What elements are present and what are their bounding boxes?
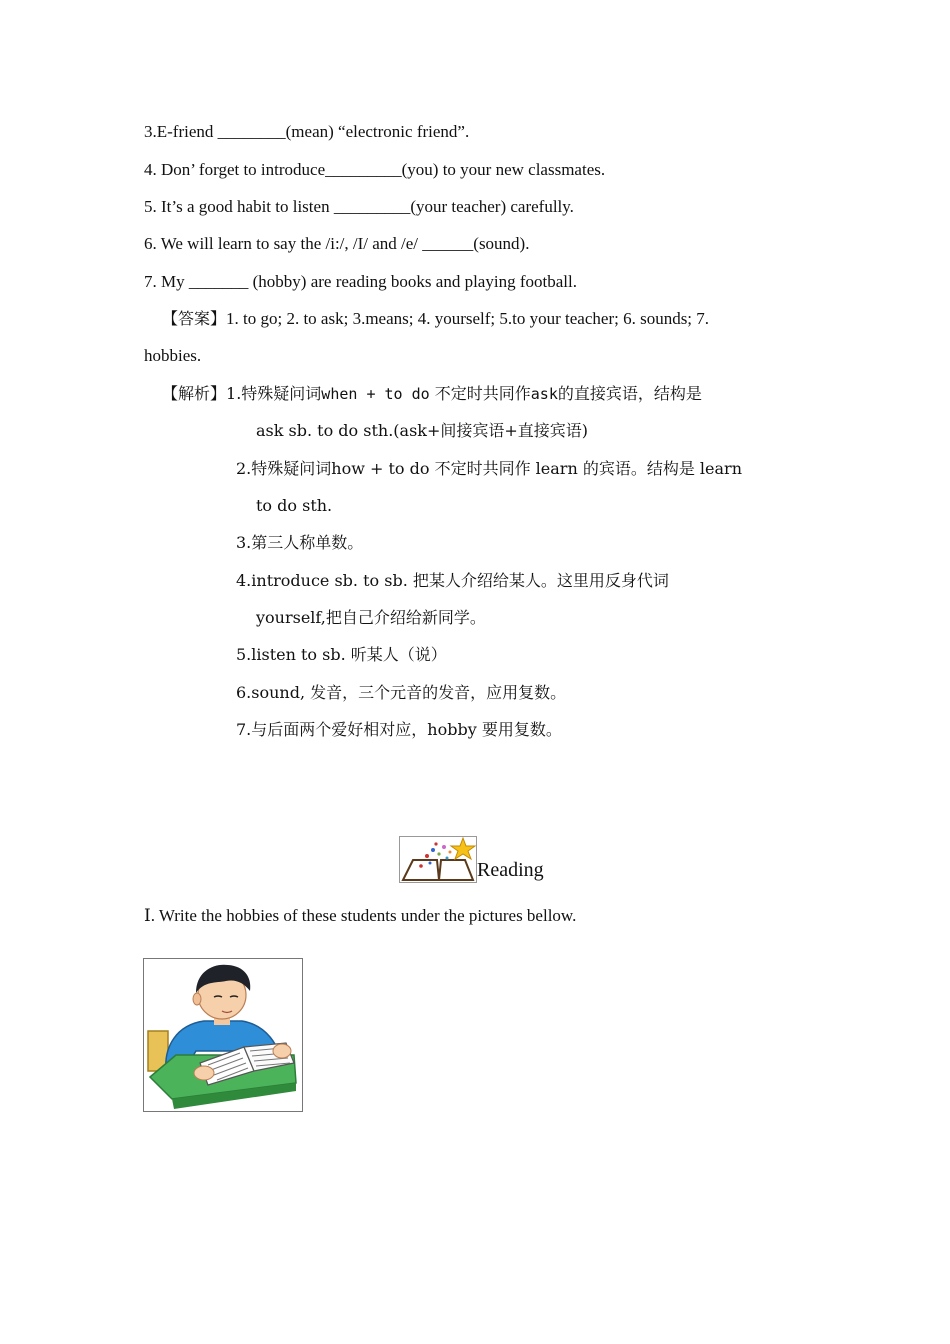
- boy-reading-picture: [143, 958, 303, 1112]
- analysis-item-1-cont: ask sb. to do sth.(ask+间接宾语+直接宾语): [256, 421, 589, 440]
- exercise-6: 6. We will learn to say the /i:/, /I/ and /e/ ______(sound).: [144, 234, 530, 253]
- analysis-label: 【解析】: [162, 384, 227, 403]
- analysis-num-7: 7.: [236, 720, 252, 739]
- analysis-code: when + to do: [321, 385, 430, 403]
- analysis-item-4: [236, 571, 669, 591]
- analysis-num-3: 3.: [236, 533, 252, 552]
- analysis-text: 与后面两个爱好相对应，hobby 要用复数。: [251, 720, 562, 739]
- answer-text-1: 1. to go; 2. to ask; 3.means; 4. yourself; 5.to your teacher; 6. sounds; 7.: [226, 309, 710, 328]
- analysis-num-1: 1.: [226, 384, 242, 403]
- analysis-item-2-cont: to do sth.: [256, 496, 333, 515]
- analysis-text: sound, 发音，三个元音的发音，应用复数。: [251, 683, 567, 702]
- analysis-text: listen to sb. 听某人（说）: [251, 645, 447, 664]
- analysis-text: 不定时共同作: [429, 384, 531, 403]
- analysis-item-1: [162, 384, 702, 404]
- analysis-text: 特殊疑问词: [241, 384, 322, 403]
- analysis-item-7: [236, 720, 562, 740]
- exercise-7: 7. My _______ (hobby) are reading books and playing football.: [144, 272, 577, 291]
- analysis-text: 特殊疑问词how + to do 不定时共同作 learn 的宾语。结构是 learn: [251, 459, 743, 478]
- reading-book-icon: [399, 836, 477, 883]
- analysis-num-2: 2.: [236, 459, 252, 478]
- answer-line-2: hobbies.: [144, 346, 202, 365]
- answer-line-1: [162, 309, 709, 329]
- exercise-5: 5. It’s a good habit to listen _________(your teacher) carefully.: [144, 197, 574, 216]
- analysis-text: 第三人称单数。: [251, 533, 364, 552]
- analysis-code: ask: [530, 385, 558, 403]
- analysis-num-4: 4.: [236, 571, 252, 590]
- reading-task-instruction: Ⅰ. Write the hobbies of these students under the pictures bellow.: [144, 906, 577, 925]
- exercise-4: 4. Don’ forget to introduce_________(you) to your new classmates.: [144, 160, 606, 179]
- analysis-text: 的直接宾语，结构是: [557, 384, 702, 403]
- exercise-3: 3.E-friend ________(mean) “electronic friend”.: [144, 122, 470, 141]
- analysis-item-6: [236, 683, 566, 703]
- answer-label: 【答案】: [162, 309, 227, 328]
- analysis-num-5: 5.: [236, 645, 252, 664]
- analysis-item-3: [236, 533, 363, 553]
- analysis-text: introduce sb. to sb. 把某人介绍给某人。这里用反身代词: [251, 571, 669, 590]
- analysis-item-4-cont: yourself,把自己介绍给新同学。: [256, 608, 486, 627]
- analysis-num-6: 6.: [236, 683, 252, 702]
- analysis-item-5: [236, 645, 447, 665]
- analysis-item-2: [236, 459, 742, 479]
- reading-title: Reading: [477, 859, 544, 881]
